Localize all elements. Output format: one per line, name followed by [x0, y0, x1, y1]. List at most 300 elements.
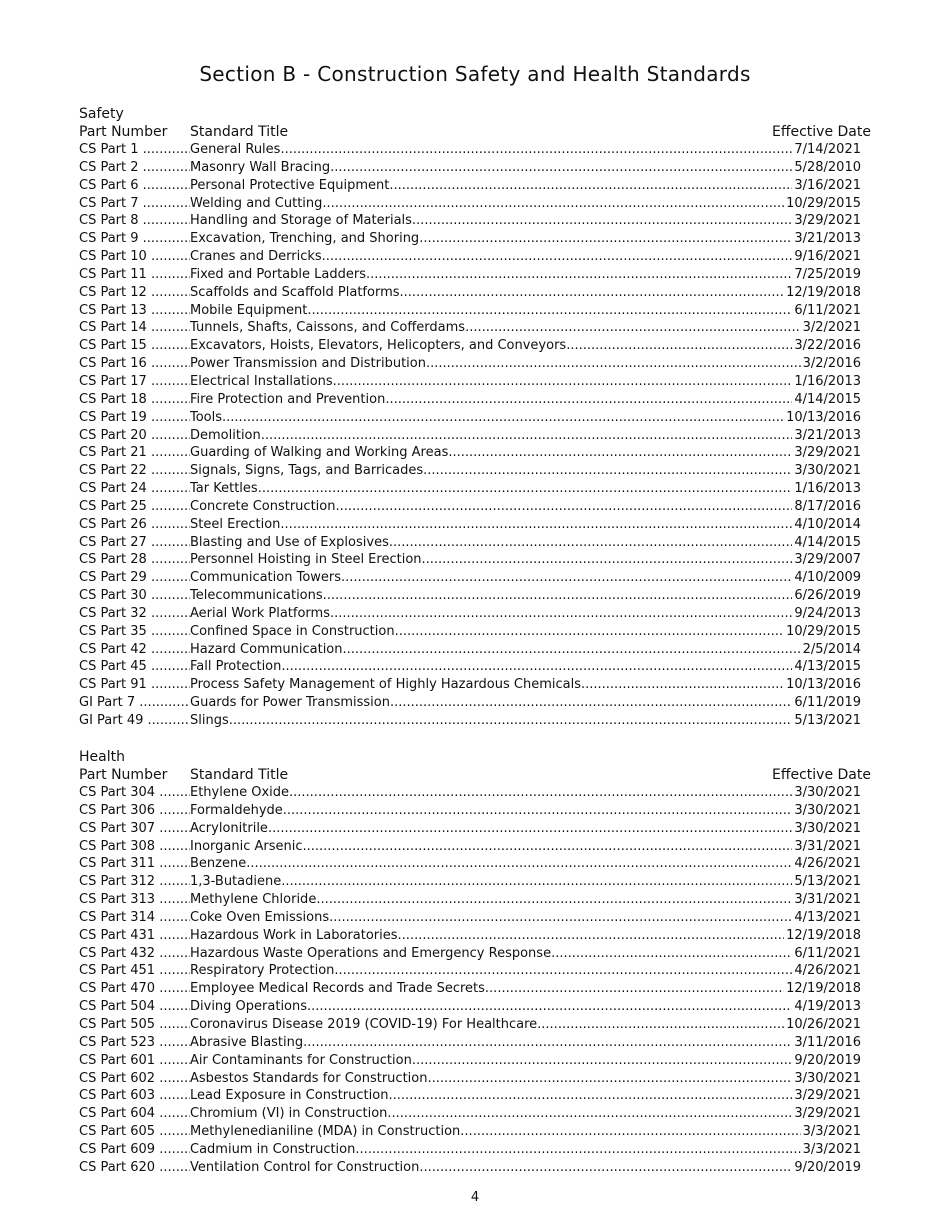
table-row [79, 605, 871, 623]
part-number: CS Part 20 ..... [79, 427, 190, 445]
table-row [79, 1105, 871, 1123]
table-row [79, 676, 871, 694]
standard-title-text: Personnel Hoisting in Steel Erection [190, 552, 422, 568]
part-number: CS Part 29 ..... [79, 569, 190, 587]
effective-date: 3/29/2021 [794, 445, 861, 461]
dot-leader [268, 820, 792, 838]
dot-leader [333, 373, 793, 391]
dot-leader [390, 694, 792, 712]
effective-date: 4/26/2021 [794, 856, 861, 872]
standard-title [190, 873, 792, 891]
part-number: CS Part 21 ..... [79, 444, 190, 462]
table-row [79, 1034, 871, 1052]
standard-title [190, 534, 792, 552]
standard-title [190, 998, 792, 1016]
effective-date: 5/28/2010 [794, 159, 861, 175]
effective-date: 8/17/2016 [794, 498, 861, 514]
standard-title-text: General Rules [190, 142, 281, 157]
part-number: CS Part 609 ..... [79, 1141, 190, 1159]
dot-leader [388, 1087, 792, 1105]
safety-table-header [79, 123, 871, 141]
standard-title-text: Process Safety Management of Highly Hazardous Chemicals [190, 677, 581, 693]
standard-title [190, 498, 792, 516]
dot-leader [289, 784, 792, 802]
standard-title [190, 909, 792, 927]
standard-title-text: Confined Space in Construction [190, 623, 395, 639]
part-number: CS Part 14 ..... [79, 319, 190, 337]
effective-date: 1/16/2013 [794, 481, 861, 497]
health-table-header [79, 766, 871, 784]
standard-title [190, 784, 792, 802]
dot-leader [419, 230, 792, 248]
dot-leader [398, 927, 785, 945]
standard-title-text: Power Transmission and Distribution [190, 356, 426, 372]
part-number: CS Part 27 ..... [79, 534, 190, 552]
standard-title [190, 337, 792, 355]
standard-title-text: Diving Operations [190, 999, 308, 1015]
table-row [79, 998, 871, 1016]
effective-date: 3/30/2021 [794, 820, 861, 836]
standard-title [190, 658, 792, 676]
dot-leader [330, 605, 792, 623]
part-number: CS Part 605 ..... [79, 1123, 190, 1141]
part-number: CS Part 32 ..... [79, 605, 190, 623]
table-row [79, 927, 871, 945]
standard-title [190, 516, 792, 534]
effective-date: 3/30/2021 [794, 1070, 861, 1086]
dot-leader [322, 248, 793, 266]
dot-leader [422, 551, 793, 569]
part-number: CS Part 26 ..... [79, 516, 190, 534]
dot-leader [329, 909, 792, 927]
standard-title-text: Benzene [190, 856, 247, 872]
standard-title [190, 820, 792, 838]
part-number: CS Part 604 ..... [79, 1105, 190, 1123]
table-row [79, 980, 871, 998]
standard-title [190, 212, 792, 230]
standard-title-text: Lead Exposure in Construction [190, 1088, 389, 1104]
part-number: CS Part 8 ..... [79, 212, 190, 230]
part-number: CS Part 504 ..... [79, 998, 190, 1016]
dot-leader [229, 712, 793, 730]
table-row [79, 802, 871, 820]
standard-title-text: Slings [190, 713, 229, 728]
dot-leader [246, 855, 792, 873]
standard-title [190, 391, 792, 409]
standard-title-text: Coronavirus Disease 2019 (COVID-19) For Healthcare [190, 1016, 538, 1032]
standard-title [190, 141, 792, 159]
table-row [79, 373, 871, 391]
effective-date: 4/10/2014 [794, 516, 861, 532]
effective-date: 3/16/2021 [794, 177, 861, 193]
dot-leader [330, 159, 792, 177]
effective-date: 3/31/2021 [794, 892, 861, 908]
dot-leader [412, 1052, 793, 1070]
standard-title [190, 855, 792, 873]
part-number: GI Part 7 ..... [79, 694, 190, 712]
effective-date: 5/13/2021 [794, 874, 861, 890]
dot-leader [283, 802, 793, 820]
table-row [79, 177, 871, 195]
standard-title [190, 302, 792, 320]
dot-leader [281, 873, 792, 891]
table-row [79, 838, 871, 856]
table-row [79, 284, 871, 302]
standard-title-text: Steel Erection [190, 516, 281, 532]
standard-title [190, 266, 792, 284]
health-section [79, 748, 871, 1177]
dot-leader [322, 195, 784, 213]
dot-leader [280, 516, 792, 534]
table-row [79, 1070, 871, 1088]
part-number: CS Part 16 ..... [79, 355, 190, 373]
part-number: CS Part 12 ..... [79, 284, 190, 302]
effective-date-header: Effective Date [772, 124, 871, 140]
effective-date: 2/5/2014 [802, 641, 861, 657]
standard-title [190, 587, 792, 605]
standard-title-text: Scaffolds and Scaffold Platforms [190, 284, 400, 300]
standard-title-text: Telecommunications [190, 588, 323, 604]
dot-leader [465, 319, 801, 337]
dot-leader [566, 337, 792, 355]
dot-leader [366, 266, 792, 284]
standard-title-text: Guarding of Walking and Working Areas [190, 445, 449, 461]
table-row [79, 820, 871, 838]
part-number: CS Part 45 ..... [79, 658, 190, 676]
table-row [79, 337, 871, 355]
standard-title-text: Blasting and Use of Explosives [190, 534, 389, 550]
effective-date: 10/29/2015 [786, 623, 861, 639]
dot-leader [385, 391, 792, 409]
effective-date: 7/14/2021 [794, 142, 861, 157]
standard-title-text: Tar Kettles [190, 481, 258, 497]
dot-leader [323, 587, 793, 605]
dot-leader [581, 676, 784, 694]
standard-title-text: Signals, Signs, Tags, and Barricades [190, 463, 424, 479]
safety-section-label: Safety [79, 106, 124, 122]
standard-title [190, 1087, 792, 1105]
part-number: CS Part 451 ..... [79, 962, 190, 980]
health-section-label: Health [79, 749, 125, 765]
standard-title [190, 1052, 792, 1070]
standard-title-text: Methylene Chloride [190, 892, 317, 908]
part-number: CS Part 308 ..... [79, 838, 190, 856]
dot-leader [307, 302, 792, 320]
effective-date: 1/16/2013 [794, 373, 861, 389]
standard-title-text: Ventilation Control for Construction [190, 1159, 420, 1175]
table-row [79, 444, 871, 462]
part-number: CS Part 10 ..... [79, 248, 190, 266]
standard-title [190, 319, 801, 337]
dot-leader [448, 444, 792, 462]
standard-title [190, 569, 792, 587]
table-row [79, 409, 871, 427]
standard-title [190, 195, 784, 213]
effective-date: 3/11/2016 [794, 1034, 861, 1050]
standard-title [190, 1159, 792, 1177]
standard-title [190, 1070, 792, 1088]
table-row [79, 534, 871, 552]
dot-leader [389, 177, 792, 195]
part-number: CS Part 505 ..... [79, 1016, 190, 1034]
effective-date: 10/13/2016 [786, 409, 861, 425]
effective-date: 4/19/2013 [794, 999, 861, 1015]
dot-leader [258, 480, 793, 498]
table-row [79, 462, 871, 480]
effective-date: 12/19/2018 [786, 284, 861, 300]
standard-title [190, 427, 792, 445]
dot-leader [551, 945, 792, 963]
dot-leader [280, 141, 792, 159]
standard-title-text: Electrical Installations [190, 373, 333, 389]
table-row [79, 855, 871, 873]
standard-title [190, 284, 784, 302]
table-row [79, 159, 871, 177]
effective-date: 9/20/2019 [794, 1052, 861, 1068]
standard-title-text: Handling and Storage of Materials [190, 213, 412, 229]
standard-title [190, 1016, 784, 1034]
effective-date: 4/13/2021 [794, 909, 861, 925]
standard-title [190, 623, 784, 641]
dot-leader [222, 409, 784, 427]
table-row [79, 1016, 871, 1034]
standard-title-text: Air Contaminants for Construction [190, 1052, 412, 1068]
standard-title [190, 676, 784, 694]
standard-title-text: Chromium (VI) in Construction [190, 1106, 388, 1122]
standard-title [190, 694, 792, 712]
table-row [79, 266, 871, 284]
effective-date: 9/16/2021 [794, 249, 861, 265]
table-row [79, 498, 871, 516]
dot-leader [419, 1159, 792, 1177]
effective-date: 3/30/2021 [794, 785, 861, 800]
table-row [79, 1123, 871, 1141]
effective-date: 6/11/2019 [794, 695, 861, 711]
effective-date: 12/19/2018 [786, 927, 861, 943]
effective-date: 3/3/2021 [802, 1124, 861, 1140]
standard-title-text: Fall Protection [190, 659, 282, 675]
standard-title-text: Abrasive Blasting [190, 1034, 304, 1050]
standard-title [190, 355, 801, 373]
part-number: CS Part 22 ..... [79, 462, 190, 480]
standard-title-text: Ethylene Oxide [190, 785, 290, 800]
part-number: CS Part 7 ..... [79, 195, 190, 213]
standard-title [190, 1034, 792, 1052]
standard-title [190, 1123, 801, 1141]
table-row [79, 1052, 871, 1070]
part-number: CS Part 602 ..... [79, 1070, 190, 1088]
part-number: CS Part 603 ..... [79, 1087, 190, 1105]
effective-date: 3/3/2021 [802, 1141, 861, 1157]
part-number: CS Part 11 ..... [79, 266, 190, 284]
standard-title-text: Hazard Communication [190, 641, 343, 657]
standard-title-text: Tools [190, 409, 223, 425]
part-number: CS Part 313 ..... [79, 891, 190, 909]
effective-date: 4/26/2021 [794, 963, 861, 979]
standard-title [190, 962, 792, 980]
standard-title [190, 641, 801, 659]
table-row [79, 551, 871, 569]
standard-title-text: Methylenedianiline (MDA) in Construction [190, 1124, 461, 1140]
dot-leader [343, 641, 801, 659]
standard-title-header: Standard Title [190, 124, 289, 140]
standard-title [190, 409, 784, 427]
effective-date: 4/14/2015 [794, 391, 861, 407]
table-row [79, 641, 871, 659]
standard-title [190, 551, 792, 569]
table-row [79, 694, 871, 712]
part-number: CS Part 19 ..... [79, 409, 190, 427]
effective-date: 10/26/2021 [786, 1016, 861, 1032]
dot-leader [281, 658, 792, 676]
table-row [79, 569, 871, 587]
table-row [79, 212, 871, 230]
standard-title [190, 945, 792, 963]
dot-leader [341, 569, 792, 587]
effective-date-header: Effective Date [772, 767, 871, 783]
dot-leader [389, 534, 792, 552]
table-row [79, 248, 871, 266]
effective-date: 3/2/2021 [802, 320, 861, 336]
effective-date: 10/13/2016 [786, 677, 861, 693]
standard-title-text: Mobile Equipment [190, 302, 308, 318]
table-row [79, 873, 871, 891]
part-number: CS Part 314 ..... [79, 909, 190, 927]
part-number: CS Part 25 ..... [79, 498, 190, 516]
part-number: CS Part 42 ..... [79, 641, 190, 659]
dot-leader [427, 1070, 792, 1088]
part-number-header: Part Number [79, 767, 168, 783]
table-row [79, 784, 871, 802]
table-row [79, 319, 871, 337]
part-number: CS Part 17 ..... [79, 373, 190, 391]
dot-leader [316, 891, 792, 909]
table-row [79, 516, 871, 534]
part-number: CS Part 30 ..... [79, 587, 190, 605]
effective-date: 6/11/2021 [794, 302, 861, 318]
table-row [79, 1141, 871, 1159]
effective-date: 4/10/2009 [794, 570, 861, 586]
dot-leader [426, 355, 801, 373]
dot-leader [303, 838, 793, 856]
standard-title-text: Cranes and Derricks [190, 249, 322, 265]
standard-title [190, 802, 792, 820]
standard-title-text: Fire Protection and Prevention [190, 391, 386, 407]
table-row [79, 587, 871, 605]
standard-title-text: Fixed and Portable Ladders [190, 266, 366, 282]
table-row [79, 945, 871, 963]
standard-title-text: Welding and Cutting [190, 195, 323, 211]
effective-date: 10/29/2015 [786, 195, 861, 211]
part-number: CS Part 470 ..... [79, 980, 190, 998]
standard-title-text: Cadmium in Construction [190, 1141, 356, 1157]
page-number: 4 [470, 1190, 480, 1205]
standard-title [190, 712, 792, 730]
table-row [79, 195, 871, 213]
effective-date: 6/26/2019 [794, 588, 861, 604]
standard-title-header: Standard Title [190, 767, 289, 783]
effective-date: 3/31/2021 [794, 838, 861, 854]
table-row [79, 141, 871, 159]
part-number: CS Part 432 ..... [79, 945, 190, 963]
standard-title-text: Formaldehyde [190, 802, 283, 818]
dot-leader [460, 1123, 800, 1141]
standard-title-text: Employee Medical Records and Trade Secrets [190, 981, 485, 997]
part-number: CS Part 6 ..... [79, 177, 190, 195]
standard-title [190, 605, 792, 623]
table-row [79, 1087, 871, 1105]
dot-leader [355, 1141, 800, 1159]
effective-date: 3/21/2013 [794, 231, 861, 247]
dot-leader [387, 1105, 792, 1123]
part-number: CS Part 35 ..... [79, 623, 190, 641]
dot-leader [335, 498, 792, 516]
table-row [79, 1159, 871, 1177]
effective-date: 3/22/2016 [794, 338, 861, 354]
effective-date: 12/19/2018 [786, 981, 861, 997]
effective-date: 3/2/2016 [802, 356, 861, 372]
dot-leader [334, 962, 792, 980]
standard-title-text: Tunnels, Shafts, Caissons, and Cofferdams [190, 320, 466, 336]
part-number: CS Part 1 ..... [79, 141, 190, 159]
table-row [79, 427, 871, 445]
health-rows [79, 784, 871, 1177]
effective-date: 4/14/2015 [794, 534, 861, 550]
standard-title-text: Inorganic Arsenic [190, 838, 303, 854]
table-row [79, 230, 871, 248]
dot-leader [400, 284, 785, 302]
dot-leader [307, 998, 792, 1016]
table-row [79, 891, 871, 909]
part-number: CS Part 306 ..... [79, 802, 190, 820]
standard-title-text: Coke Oven Emissions [190, 909, 330, 925]
effective-date: 3/29/2007 [794, 552, 861, 568]
standard-title-text: 1,3-Butadiene [190, 874, 282, 890]
part-number: CS Part 304 ..... [79, 784, 190, 802]
effective-date: 6/11/2021 [794, 945, 861, 961]
part-number: CS Part 311 ..... [79, 855, 190, 873]
table-row [79, 712, 871, 730]
table-row [79, 658, 871, 676]
part-number: CS Part 431 ..... [79, 927, 190, 945]
dot-leader [485, 980, 784, 998]
dot-leader [395, 623, 784, 641]
standard-title-text: Communication Towers [190, 570, 342, 586]
dot-leader [423, 462, 792, 480]
standard-title [190, 1105, 792, 1123]
part-number: CS Part 13 ..... [79, 302, 190, 320]
part-number: CS Part 28 ..... [79, 551, 190, 569]
part-number: CS Part 312 ..... [79, 873, 190, 891]
part-number: CS Part 601 ..... [79, 1052, 190, 1070]
standard-title-text: Asbestos Standards for Construction [190, 1070, 428, 1086]
dot-leader [261, 427, 793, 445]
standard-title [190, 980, 784, 998]
standard-title-text: Demolition [190, 427, 261, 443]
standard-title-text: Respiratory Protection [190, 963, 335, 979]
standard-title [190, 230, 792, 248]
part-number-header: Part Number [79, 124, 168, 140]
effective-date: 3/21/2013 [794, 427, 861, 443]
standard-title-text: Concrete Construction [190, 498, 336, 514]
effective-date: 5/13/2021 [794, 713, 861, 728]
effective-date: 3/29/2021 [794, 213, 861, 229]
table-row [79, 302, 871, 320]
effective-date: 3/30/2021 [794, 802, 861, 818]
standard-title [190, 480, 792, 498]
part-number: CS Part 620 ..... [79, 1159, 190, 1177]
part-number: CS Part 307 ..... [79, 820, 190, 838]
